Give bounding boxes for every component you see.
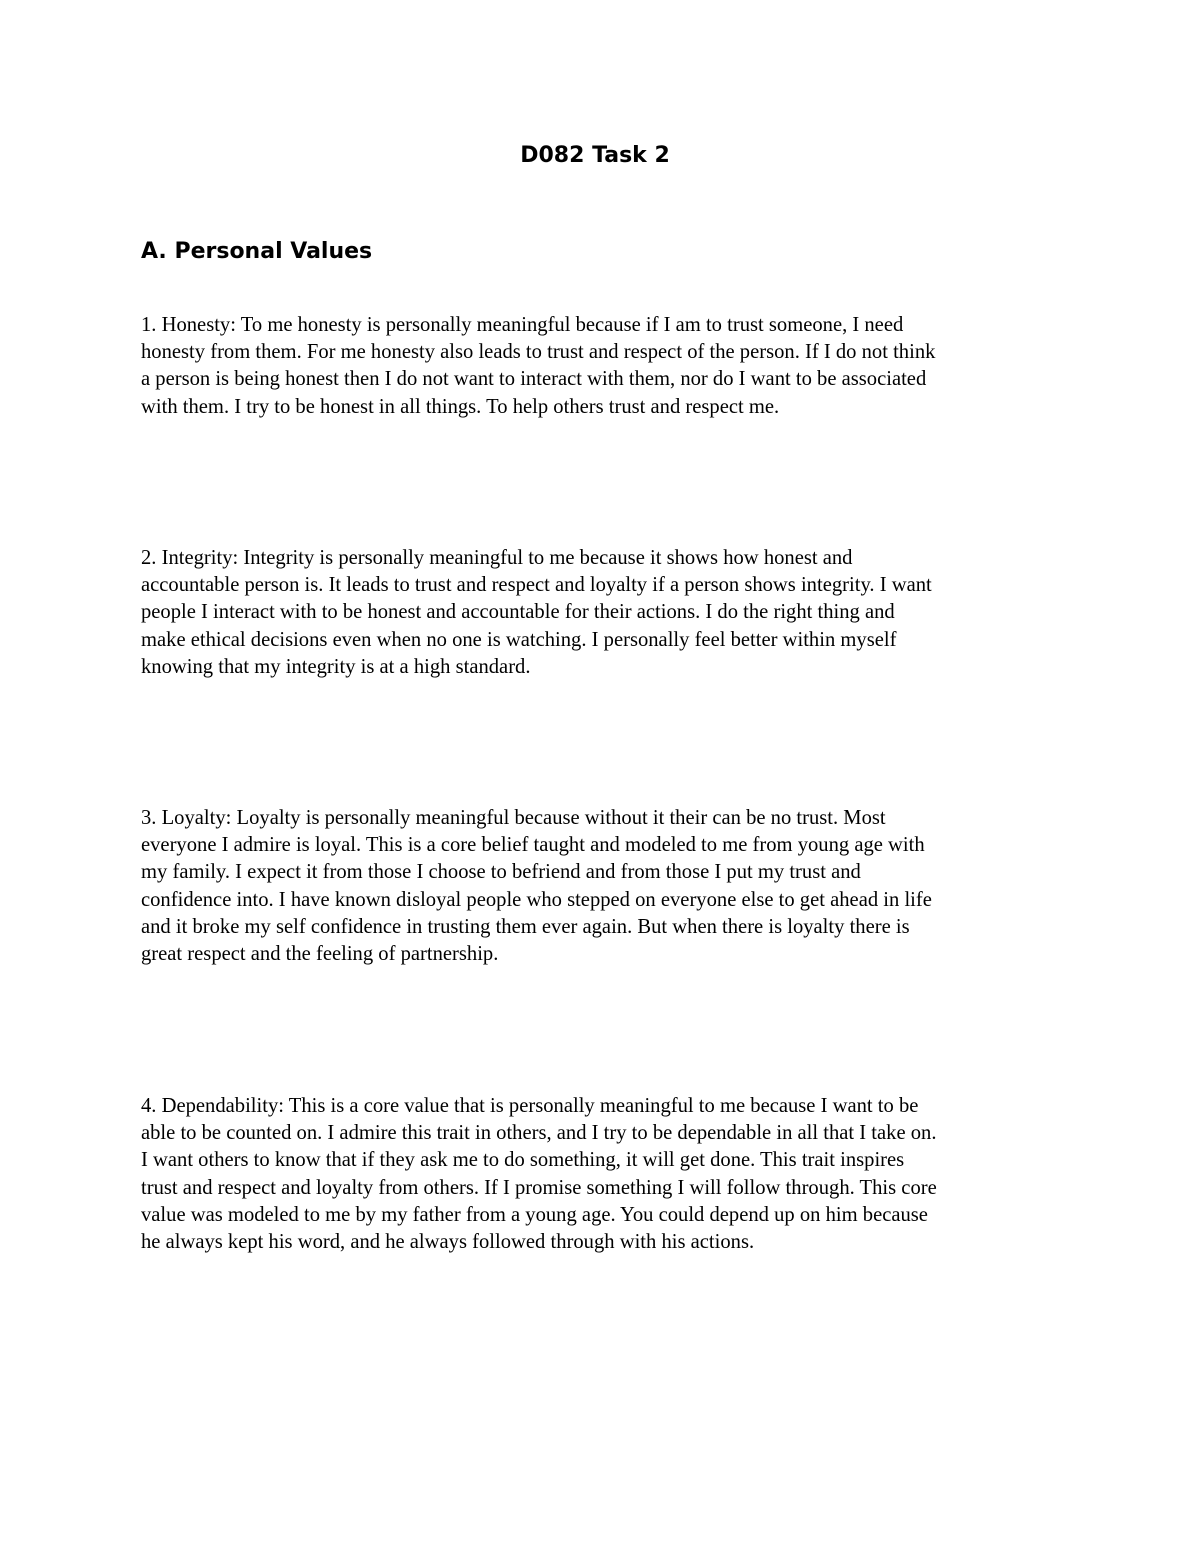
document-title: D082 Task 2 <box>520 143 670 168</box>
paragraph-dependability: 4. Dependability: This is a core value that is personally meaningful to me because I want to be able to be counted on. I admire this trait in others, and I try to be dependable in all that I take on. I want others to know that if they ask me to do something, it will get done. This trait inspires trust and respect and loyalty from others. If I promise something I will follow through. This core value was modeled to me by my father from a young age. You could depend up on him because he always kept his word, and he always followed through with his actions. <box>141 1095 937 1254</box>
paragraph-integrity: 2. Integrity: Integrity is personally meaningful to me because it shows how honest and accountable person is. It leads to trust and respect and loyalty if a person shows integrity. I want people I interact with to be honest and accountable for their actions. I do the right thing and make ethical decisions even when no one is watching. I personally feel better within myself knowing that my integrity is at a high standard. <box>141 547 932 678</box>
paragraph-honesty: 1. Honesty: To me honesty is personally meaningful because if I am to trust someone, I need honesty from them. For me honesty also leads to trust and respect of the person. If I do not think a person is being honest then I do not want to interact with them, nor do I want to be associated with them. I try to be honest in all things. To help others trust and respect me. <box>141 314 936 418</box>
section-heading: A. Personal Values <box>141 239 373 264</box>
paragraph-loyalty: 3. Loyalty: Loyalty is personally meaningful because without it their can be no trust. Most everyone I admire is loyal. This is a core belief taught and modeled to me from young age with my family. I expect it from those I choose to befriend and from those I put my trust and confidence into. I have known disloyal people who stepped on everyone else to get ahead in life and it broke my self confidence in trusting them ever again. But when there is loyalty there is great respect and the feeling of partnership. <box>141 807 932 966</box>
